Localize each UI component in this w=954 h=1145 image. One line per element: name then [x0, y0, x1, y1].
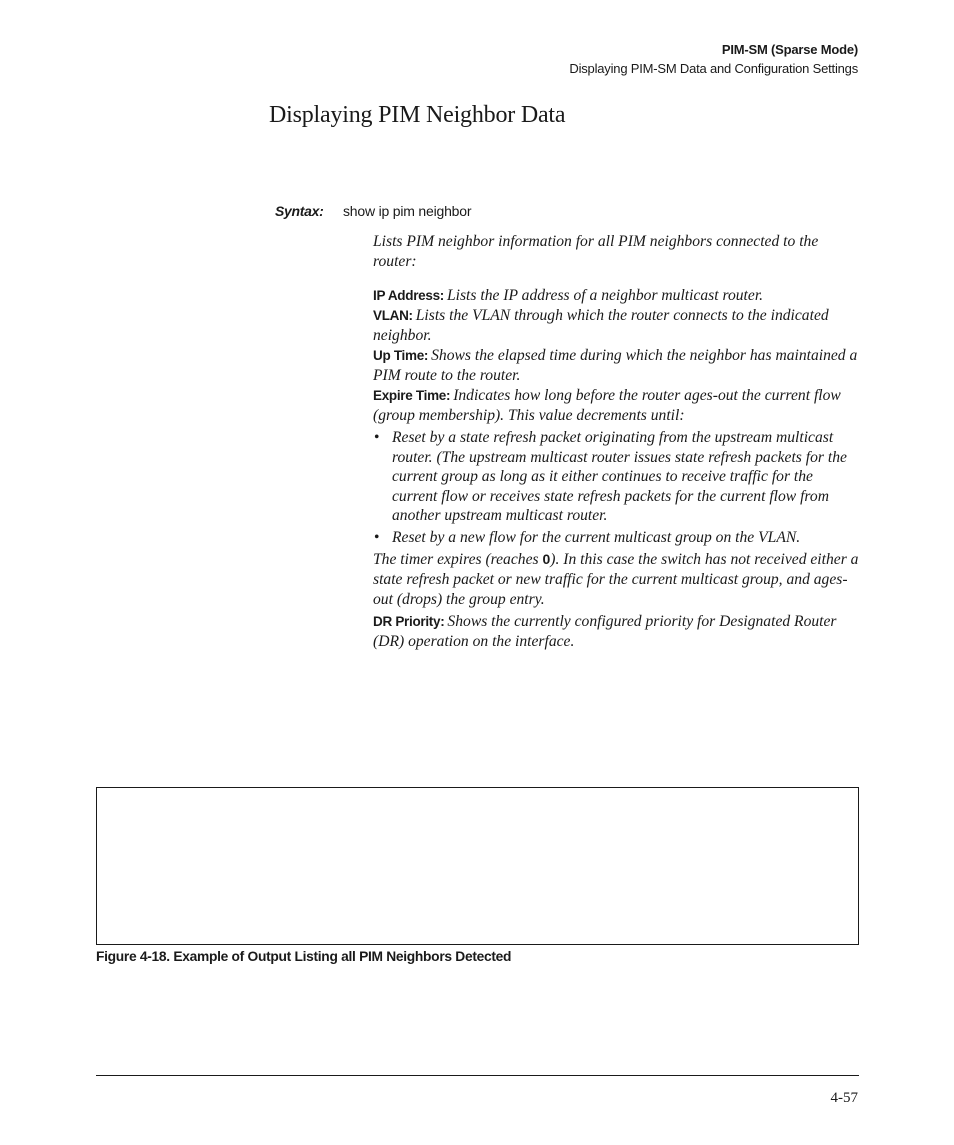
- expire-time-bullet-list: [373, 428, 861, 547]
- vlan-term: VLAN:: [373, 308, 413, 323]
- section-running-title: Displaying PIM-SM Data and Configuration Settings: [569, 61, 858, 76]
- chapter-title: PIM-SM (Sparse Mode): [721, 42, 858, 57]
- up-time-term: Up Time:: [373, 348, 429, 363]
- footer-rule: [96, 1075, 859, 1076]
- up-time-text: Shows the elapsed time during which the neighbor has maintained a PIM route to the router.: [373, 347, 858, 384]
- timer-text-before: The timer expires (reaches: [373, 551, 543, 568]
- description-intro: Lists PIM neighbor information for all PIM neighbors connected to the router:: [373, 233, 819, 270]
- running-head: [569, 40, 858, 78]
- bullet-text: Reset by a state refresh packet originating from the upstream multicast router. (The upstream multicast router issues state refresh packets for the current group as long as it either continues to receive traffic for the current flow or receives state refresh packets for the current flow from another upstream multicast router.: [392, 429, 847, 524]
- ip-address-text: Lists the IP address of a neighbor multicast router.: [446, 287, 764, 304]
- list-item: [373, 528, 861, 548]
- page-number: 4-57: [830, 1090, 858, 1106]
- list-item: [373, 428, 861, 526]
- command-description: [373, 232, 861, 652]
- vlan-entry: [373, 306, 861, 346]
- expire-time-text: Indicates how long before the router ages-out the current flow (group membership). This value decrements until:: [373, 387, 841, 424]
- timer-expiry-paragraph: [373, 549, 861, 610]
- syntax-label: Syntax:: [275, 203, 324, 219]
- figure-box: [96, 787, 859, 945]
- bullet-icon: •: [374, 429, 380, 446]
- vlan-text: Lists the VLAN through which the router connects to the indicated neighbor.: [373, 307, 829, 344]
- syntax-command: show ip pim neighbor: [343, 203, 472, 219]
- timer-text-after: ). In this case the switch has not received either a state refresh packet or new traffic for the current multicast group, and ages-out (drops) the group entry.: [373, 551, 859, 608]
- bullet-text: Reset by a new flow for the current multicast group on the VLAN.: [392, 528, 801, 546]
- section-title: Displaying PIM Neighbor Data: [269, 102, 566, 128]
- bullet-icon: •: [374, 528, 380, 546]
- dr-priority-term: DR Priority:: [373, 614, 445, 629]
- up-time-entry: [373, 346, 861, 386]
- figure-caption: Figure 4-18. Example of Output Listing all PIM Neighbors Detected: [96, 949, 512, 964]
- dr-priority-text: Shows the currently configured priority for Designated Router (DR) operation on the interface.: [373, 613, 837, 650]
- ip-address-term: IP Address:: [373, 288, 444, 303]
- timer-zero-value: 0: [542, 551, 551, 567]
- ip-address-entry: [373, 286, 861, 306]
- expire-time-term: Expire Time:: [373, 388, 451, 403]
- expire-time-entry: [373, 386, 861, 426]
- dr-priority-entry: [373, 612, 861, 652]
